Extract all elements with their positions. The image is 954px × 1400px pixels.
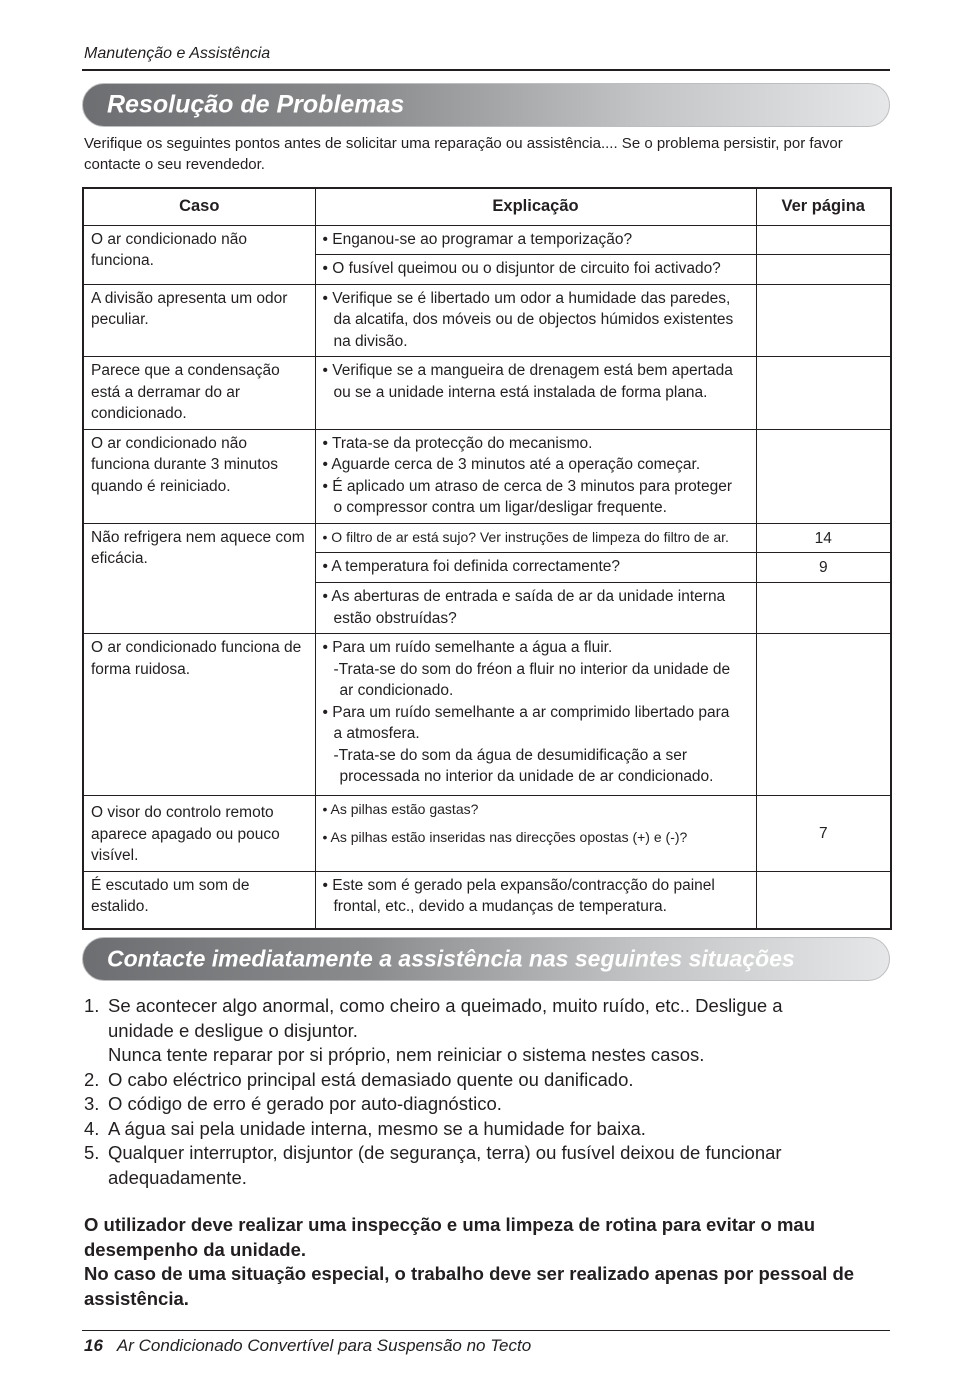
explanation-cell: [315, 553, 756, 583]
explanation-cell: [315, 284, 756, 357]
case-cell: O visor do controlo remoto aparece apagado ou pouco visível.: [83, 796, 315, 872]
case-cell: A divisão apresenta um odor peculiar.: [83, 284, 315, 357]
footer-divider: [82, 1330, 890, 1331]
list-line: Qualquer interruptor, disjuntor (de segurança, terra) ou fusível deixou de funcionar: [108, 1142, 782, 1163]
explanation-cell: [315, 583, 756, 634]
explanation-line: estão obstruídas?: [333, 609, 457, 627]
explanation-line: o compressor contra um ligar/desligar frequente.: [333, 499, 667, 516]
explanation-cell: [315, 634, 756, 796]
page-cell: 7: [756, 796, 891, 872]
table-row: [83, 357, 891, 430]
explanation-cell: [315, 871, 756, 929]
page-cell: [756, 357, 891, 430]
footer-title: Ar Condicionado Convertível para Suspensão no Tecto: [116, 1336, 532, 1355]
case-cell: O ar condicionado não funciona.: [83, 225, 315, 284]
page-cell: [756, 255, 891, 285]
table-row: [83, 871, 891, 929]
list-line: unidade e desligue o disjuntor.: [108, 1019, 358, 1041]
explanation-cell: [315, 429, 756, 523]
intro-paragraph: Verifique os seguintes pontos antes de solicitar uma reparação ou assistência.... Se o problema persistir, por favor contacte o seu revendedor.: [84, 135, 843, 173]
list-item: [84, 1092, 894, 1117]
list-line: Nunca tente reparar por si próprio, nem reiniciar o sistema nestes casos.: [108, 1044, 705, 1065]
explanation-cell: [315, 523, 756, 553]
explanation-line: -Trata-se do som da água de desumidificação a ser: [333, 746, 688, 764]
explanation-line: -Trata-se do som do fréon a fluir no interior da unidade de: [333, 660, 731, 678]
contact-service-banner: [82, 937, 890, 981]
table-row: [83, 284, 891, 357]
explanation-cell: [315, 357, 756, 430]
col-header-pagina: Ver página: [756, 188, 891, 225]
explanation-line: • As pilhas estão gastas?: [322, 801, 479, 817]
case-cell: Não refrigera nem aquece com eficácia.: [83, 523, 315, 634]
page-footer: [84, 1336, 531, 1356]
note-paragraph: O utilizador deve realizar uma inspecção e uma limpeza de rotina para evitar o mau desempenho da unidade.: [84, 1214, 816, 1260]
list-item: [84, 994, 894, 1068]
list-line: O código de erro é gerado por auto-diagnóstico.: [108, 1093, 502, 1114]
case-cell: O ar condicionado não funciona durante 3 minutos quando é reiniciado.: [83, 429, 315, 523]
table-row: [83, 225, 891, 255]
explanation-line: • Trata-se da protecção do mecanismo.: [322, 434, 593, 452]
maintenance-note: [84, 1213, 894, 1311]
note-paragraph: No caso de uma situação especial, o trabalho deve ser realizado apenas por pessoal de assistência.: [84, 1263, 855, 1309]
col-header-explicacao: Explicação: [315, 188, 756, 225]
list-number: 1.: [84, 995, 100, 1016]
list-line: Se acontecer algo anormal, como cheiro a queimado, muito ruído, etc.. Desligue a: [108, 995, 783, 1016]
situations-list: [84, 994, 894, 1190]
list-number: 3.: [84, 1093, 100, 1114]
case-cell: O ar condicionado funciona de forma ruidosa.: [83, 634, 315, 796]
list-line: A água sai pela unidade interna, mesmo se a humidade for baixa.: [108, 1117, 646, 1139]
explanation-line: • O fusível queimou ou o disjuntor de circuito foi activado?: [322, 260, 721, 277]
troubleshooting-title: Resolução de Problemas: [107, 90, 405, 119]
table-row: [83, 429, 891, 523]
explanation-cell: [315, 796, 756, 872]
case-cell: Parece que a condensação está a derramar do ar condicionado.: [83, 357, 315, 430]
col-header-caso: Caso: [83, 188, 315, 225]
explanation-line: • Este som é gerado pela expansão/contracção do painel: [322, 876, 715, 894]
list-item: [84, 1117, 894, 1142]
list-number: 4.: [84, 1117, 100, 1139]
table-header-row: [83, 188, 891, 225]
page-cell: [756, 634, 891, 796]
section-header: Manutenção e Assistência: [84, 45, 271, 62]
explanation-line: • As aberturas de entrada e saída de ar da unidade interna: [322, 588, 726, 605]
page-number: 16: [84, 1336, 103, 1355]
page-cell: 14: [756, 523, 891, 553]
explanation-cell: [315, 225, 756, 255]
explanation-line: • Para um ruído semelhante a ar comprimido libertado para: [322, 703, 730, 721]
troubleshooting-banner: [82, 83, 890, 127]
table-row: [83, 523, 891, 553]
page-cell: 9: [756, 553, 891, 583]
explanation-line: • As pilhas estão inseridas nas direcções opostas (+) e (-)?: [322, 829, 688, 845]
header-divider: [82, 69, 890, 71]
explanation-line: • Verifique se é libertado um odor a humidade das paredes,: [322, 289, 731, 307]
explanation-cell: [315, 255, 756, 285]
explanation-line: frontal, etc., devido a mudanças de temperatura.: [333, 898, 667, 915]
explanation-line: ou se a unidade interna está instalada de forma plana.: [333, 383, 708, 401]
explanation-line: • Enganou-se ao programar a temporização?: [322, 230, 633, 248]
explanation-line: • É aplicado um atraso de cerca de 3 minutos para proteger: [322, 477, 733, 495]
contact-service-title: Contacte imediatamente a assistência nas seguintes situações: [107, 945, 795, 972]
list-item: [84, 1068, 894, 1093]
explanation-line: • A temperatura foi definida correctamente?: [322, 558, 621, 575]
explanation-line: • O filtro de ar está sujo? Ver instruções de limpeza do filtro de ar.: [322, 528, 729, 545]
explanation-line: • Para um ruído semelhante a água a fluir.: [322, 639, 613, 656]
page-cell: [756, 583, 891, 634]
page-cell: [756, 871, 891, 929]
list-line: adequadamente.: [108, 1166, 247, 1188]
explanation-line: processada no interior da unidade de ar condicionado.: [339, 768, 714, 785]
page-cell: [756, 429, 891, 523]
explanation-line: • Verifique se a mangueira de drenagem está bem apertada: [322, 362, 733, 379]
table-row: [83, 796, 891, 872]
troubleshooting-table: [82, 187, 892, 930]
explanation-line: na divisão.: [333, 332, 408, 350]
page-cell: [756, 225, 891, 255]
list-item: [84, 1141, 894, 1190]
page-cell: [756, 284, 891, 357]
case-cell: É escutado um som de estalido.: [83, 871, 315, 929]
list-line: O cabo eléctrico principal está demasiado quente ou danificado.: [108, 1068, 634, 1090]
explanation-line: • Aguarde cerca de 3 minutos até a operação começar.: [322, 456, 701, 473]
table-row: [83, 634, 891, 796]
explanation-line: a atmosfera.: [333, 725, 420, 742]
list-number: 2.: [84, 1068, 100, 1090]
explanation-line: da alcatifa, dos móveis ou de objectos húmidos existentes: [333, 311, 734, 328]
explanation-line: ar condicionado.: [339, 682, 454, 699]
list-number: 5.: [84, 1142, 100, 1163]
